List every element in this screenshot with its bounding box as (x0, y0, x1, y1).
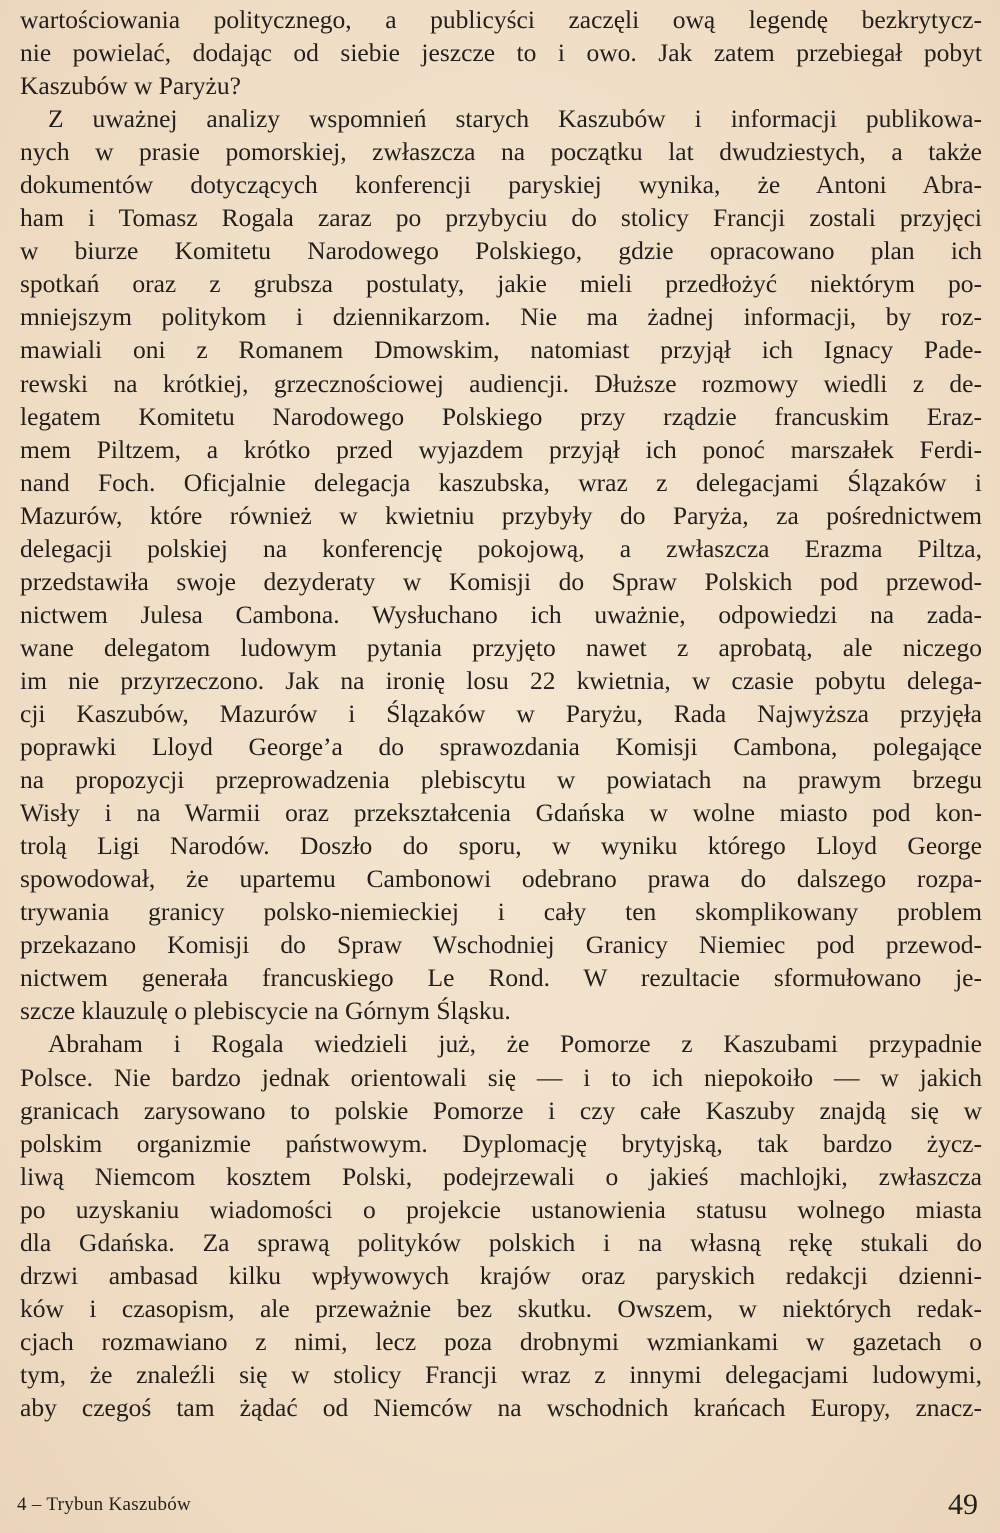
text-line: nand Foch. Oficjalnie delegacja kaszubska, wraz z delegacjami Ślązaków i (20, 467, 982, 497)
text-line: Z uważnej analizy wspomnień starych Kaszubów i informacji publikowa- (48, 104, 982, 134)
text-line: granicach zarysowano to polskie Pomorze i czy całe Kaszuby znajdą się w (20, 1095, 982, 1125)
text-line: rewski na krótkiej, grzecznościowej audiencji. Dłuższe rozmowy wiedli z de- (20, 368, 982, 398)
text-line: trywania granicy polsko-niemieckiej i cały ten skomplikowany problem (20, 897, 982, 927)
text-line: wartościowania politycznego, a publicyści zaczęli ową legendę bezkrytycz- (20, 5, 982, 34)
text-line: drzwi ambasad kilku wpływowych krajów oraz paryskich redakcji dzienni- (20, 1260, 982, 1290)
text-line: ham i Tomasz Rogala zaraz po przybyciu do stolicy Francji zostali przyjęci (20, 203, 982, 233)
text-line: spowodował, że upartemu Cambonowi odebrano prawa do dalszego rozpa- (20, 864, 982, 894)
text-line: dla Gdańska. Za sprawą polityków polskich i na własną rękę stukali do (20, 1227, 982, 1257)
text-line: aby czegoś tam żądać od Niemców na wschodnich krańcach Europy, znacz- (20, 1392, 982, 1422)
body-text (20, 3, 982, 1424)
paragraph (20, 1027, 982, 1424)
text-line: szcze klauzulę o plebiscycie na Górnym Śląsku. (20, 996, 511, 1026)
text-line: mniejszym politykom i dziennikarzom. Nie ma żadnej informacji, by roz- (20, 302, 982, 332)
text-line: Abraham i Rogala wiedzieli już, że Pomorze z Kaszubami przypadnie (48, 1029, 982, 1059)
text-line: poprawki Lloyd George’a do sprawozdania Komisji Cambona, polegające (20, 732, 982, 762)
paragraph (20, 3, 982, 102)
text-line: Wisły i na Warmii oraz przekształcenia Gdańska w wolne miasto pod kon- (20, 798, 982, 828)
page-number: 49 (948, 1488, 978, 1521)
text-line: w biurze Komitetu Narodowego Polskiego, gdzie opracowano plan ich (20, 236, 982, 266)
text-line: dokumentów dotyczących konferencji paryskiej wynika, że Antoni Abra- (20, 170, 982, 200)
text-line: Mazurów, które również w kwietniu przybyły do Paryża, za pośrednictwem (20, 500, 982, 530)
text-line: spotkań oraz z grubsza postulaty, jakie mieli przedłożyć niektórym po- (20, 269, 982, 299)
text-line: cji Kaszubów, Mazurów i Ślązaków w Paryżu, Rada Najwyższa przyjęła (20, 698, 982, 728)
text-line: nych w prasie pomorskiej, zwłaszcza na początku lat dwudziestych, a także (20, 137, 982, 167)
text-line: po uzyskaniu wiadomości o projekcie ustanowienia statusu wolnego miasta (20, 1194, 982, 1224)
text-line: im nie przyrzeczono. Jak na ironię losu 22 kwietnia, w czasie pobytu delega- (20, 665, 982, 695)
text-line: mawiali oni z Romanem Dmowskim, natomiast przyjął ich Ignacy Pade- (20, 335, 982, 365)
text-line: wane delegatom ludowym pytania przyjęto nawet z aprobatą, ale niczego (20, 632, 982, 662)
text-line: nictwem generała francuskiego Le Rond. W rezultacie sformułowano je- (20, 963, 982, 993)
running-title: 4 – Trybun Kaszubów (17, 1494, 192, 1515)
text-line: liwą Niemcom kosztem Polski, podejrzewali o jakieś machlojki, zwłaszcza (20, 1161, 982, 1191)
text-line: legatem Komitetu Narodowego Polskiego przy rządzie francuskim Eraz- (20, 401, 982, 431)
text-line: nictwem Julesa Cambona. Wysłuchano ich uważnie, odpowiedzi na zada- (20, 599, 982, 629)
text-line: przedstawiła swoje dezyderaty w Komisji do Spraw Polskich pod przewod- (20, 566, 982, 596)
text-line: przekazano Komisji do Spraw Wschodniej Granicy Niemiec pod przewod- (20, 930, 982, 960)
text-line: Kaszubów w Paryżu? (20, 71, 241, 101)
paragraph (20, 102, 982, 1027)
text-line: Polsce. Nie bardzo jednak orientowali się — i to ich niepokoiło — w jakich (20, 1062, 982, 1092)
text-line: ków i czasopism, ale przeważnie bez skutku. Owszem, w niektórych redak- (20, 1293, 982, 1323)
text-line: polskim organizmie państwowym. Dyplomację brytyjską, tak bardzo życz- (20, 1128, 982, 1158)
text-line: na propozycji przeprowadzenia plebiscytu w powiatach na prawym brzegu (20, 765, 982, 795)
text-line: delegacji polskiej na konferencję pokojową, a zwłaszcza Erazma Piltza, (20, 533, 982, 563)
text-line: tym, że znaleźli się w stolicy Francji wraz z innymi delegacjami ludowymi, (20, 1359, 982, 1389)
text-line: trolą Ligi Narodów. Doszło do sporu, w wyniku którego Lloyd George (20, 831, 982, 861)
text-line: mem Piltzem, a krótko przed wyjazdem przyjął ich ponoć marszałek Ferdi- (20, 434, 982, 464)
text-line: cjach rozmawiano z nimi, lecz poza drobnymi wzmiankami w gazetach o (20, 1326, 982, 1356)
page-footer (0, 1488, 1000, 1528)
text-line: nie powielać, dodając od siebie jeszcze to i owo. Jak zatem przebiegał pobyt (20, 38, 982, 68)
